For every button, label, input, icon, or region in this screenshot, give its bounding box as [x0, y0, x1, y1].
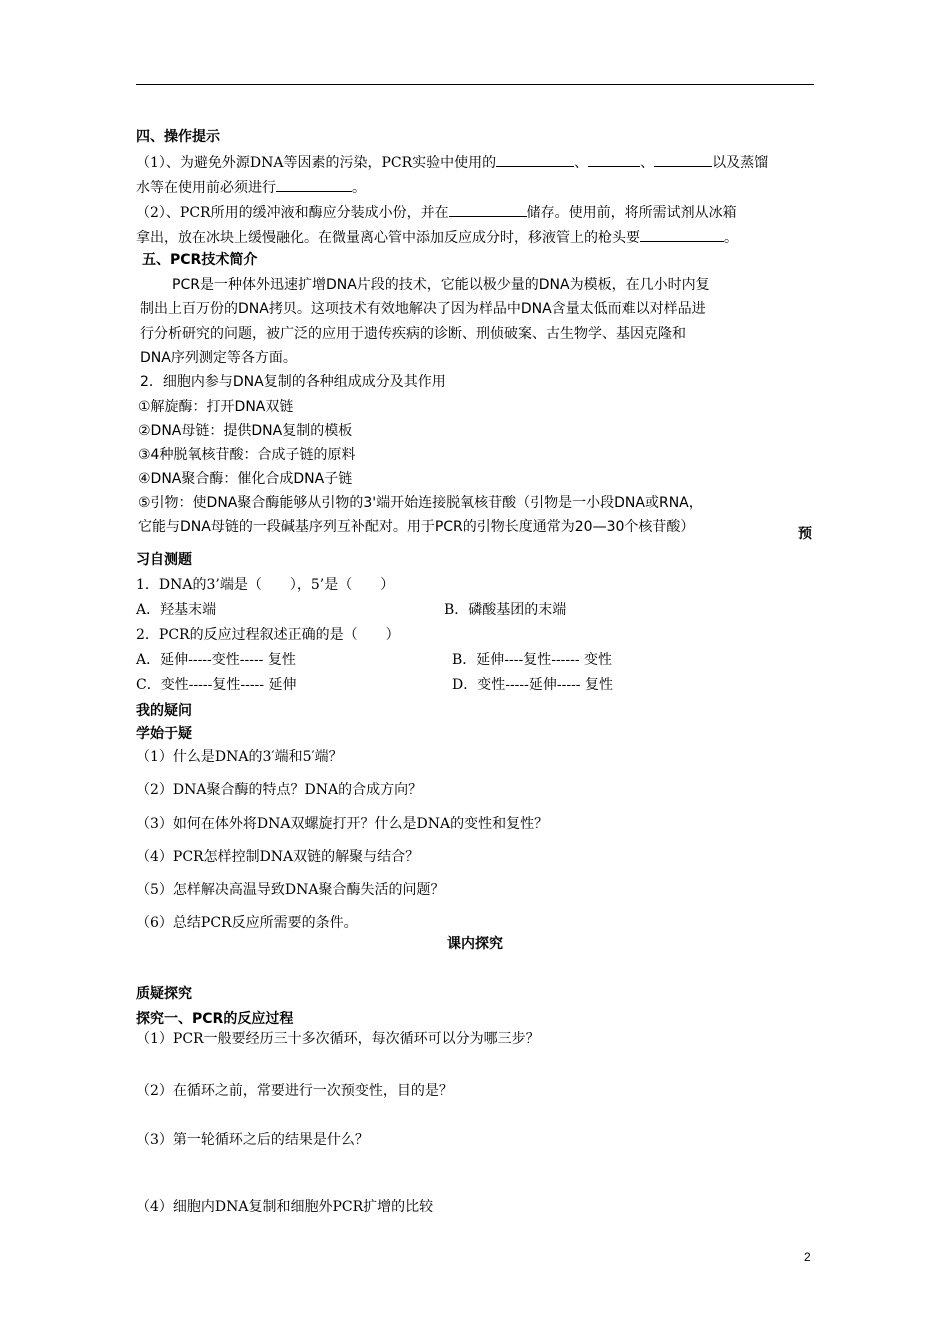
- section5-para-line3: 行分析研究的问题，被广泛的应用于遗传疾病的诊断、刑侦破案、古生物学、基因克隆和: [140, 326, 686, 342]
- text: 、: [574, 155, 589, 171]
- inquiry-item: （2）在循环之前，常要进行一次预变性，目的是？: [136, 1083, 453, 1099]
- fill-blank[interactable]: [276, 178, 352, 192]
- text: 拿出，放在冰块上缓慢融化。在微量离心管中添加反应成分时，移液管上的枪头要: [136, 230, 640, 246]
- text: 。: [352, 180, 366, 196]
- preview-label-part1: 预: [798, 526, 812, 542]
- component-item: ④DNA聚合酶：催化合成DNA子链: [138, 471, 353, 487]
- text: 。: [724, 230, 738, 246]
- header-rule: [136, 84, 814, 85]
- preview-label-part2: 习自测题: [136, 552, 192, 568]
- section4-p2-line2: [136, 228, 738, 247]
- section5-subheading: 2．细胞内参与DNA复制的各种组成成分及其作用: [140, 374, 446, 390]
- quiz-option-b: B．磷酸基团的末端: [444, 602, 567, 618]
- fill-blank[interactable]: [496, 153, 574, 167]
- component-item: 它能与DNA母链的一段碱基序列互补配对。用于PCR的引物长度通常为20—30个核苷酸）: [138, 519, 695, 535]
- text: 储存。使用前，将所需试剂从冰箱: [526, 205, 737, 221]
- section4-p1-line1: [136, 153, 768, 172]
- inquiry-heading: 质疑探究: [136, 986, 192, 1002]
- doubt-item: （6）总结PCR反应所需要的条件。: [136, 915, 358, 931]
- section4-p1-line2: [136, 178, 366, 197]
- section5-para-line2: 制出上百万份的DNA拷贝。这项技术有效地解决了因为样品中DNA含量太低而难以对样品进: [140, 301, 706, 317]
- inquiry-item: （1）PCR一般要经历三十多次循环，每次循环可以分为哪三步？: [136, 1031, 540, 1047]
- inquiry-item: （4）细胞内DNA复制和细胞外PCR扩增的比较: [136, 1199, 434, 1215]
- text: 以及蒸馏: [712, 155, 769, 171]
- component-item: ③4种脱氧核苷酸：合成子链的原料: [138, 447, 356, 463]
- quiz-option-a: A．羟基末端: [136, 602, 217, 618]
- section5-title: 五、PCR技术简介: [142, 252, 258, 268]
- section4-title: 四、操作提示: [136, 129, 220, 145]
- doubts-subtitle: 学始于疑: [136, 726, 192, 742]
- component-item: ②DNA母链：提供DNA复制的模板: [138, 423, 353, 439]
- text: （1）、为避免外源DNA等因素的污染，PCR实验中使用的: [136, 155, 497, 171]
- text: （2）、PCR所用的缓冲液和酶应分装成小份，并在: [136, 205, 449, 221]
- component-item: ①解旋酶：打开DNA双链: [138, 399, 294, 415]
- fill-blank[interactable]: [449, 203, 527, 217]
- text: 水等在使用前必须进行: [136, 180, 276, 196]
- section5-para-line4: DNA序列测定等各方面。: [140, 350, 297, 366]
- quiz-option-a: A．延伸-----变性----- 复性: [136, 652, 296, 668]
- text: 、: [640, 155, 655, 171]
- quiz-option-d: D．变性-----延伸----- 复性: [452, 677, 613, 693]
- section5-para-line1: PCR是一种体外迅速扩增DNA片段的技术，它能以极少量的DNA为模板，在几小时内复: [172, 277, 710, 293]
- fill-blank[interactable]: [640, 228, 724, 242]
- doubt-item: （1）什么是DNA的3′端和5′端？: [136, 749, 343, 765]
- page-number: 2: [804, 1250, 811, 1264]
- inquiry-1-title: 探究一、PCR的反应过程: [136, 1011, 294, 1027]
- fill-blank[interactable]: [588, 153, 640, 167]
- fill-blank[interactable]: [654, 153, 712, 167]
- quiz-option-b: B．延伸----复性------ 变性: [452, 652, 613, 668]
- quiz-question-2: 2．PCR的反应过程叙述正确的是（ ）: [136, 627, 400, 643]
- doubt-item: （5）怎样解决高温导致DNA聚合酶失活的问题？: [136, 882, 445, 898]
- doubts-title: 我的疑问: [136, 703, 192, 719]
- component-item: ⑤引物：使DNA聚合酶能够从引物的3'端开始连接脱氧核苷酸（引物是一小段DNA或RNA，: [138, 495, 703, 511]
- inquiry-item: （3）第一轮循环之后的结果是什么？: [136, 1132, 369, 1148]
- doubt-item: （3）如何在体外将DNA双螺旋打开？什么是DNA的变性和复性？: [136, 816, 549, 832]
- inclass-title: 课内探究: [447, 936, 503, 952]
- doubt-item: （2）DNA聚合酶的特点？DNA的合成方向？: [136, 782, 423, 798]
- quiz-option-c: C．变性-----复性----- 延伸: [136, 677, 297, 693]
- quiz-question-1: 1．DNA的3’端是（ ），5’是（ ）: [136, 577, 395, 593]
- section4-p2-line1: [136, 203, 737, 222]
- doubt-item: （4）PCR怎样控制DNA双链的解聚与结合？: [136, 849, 420, 865]
